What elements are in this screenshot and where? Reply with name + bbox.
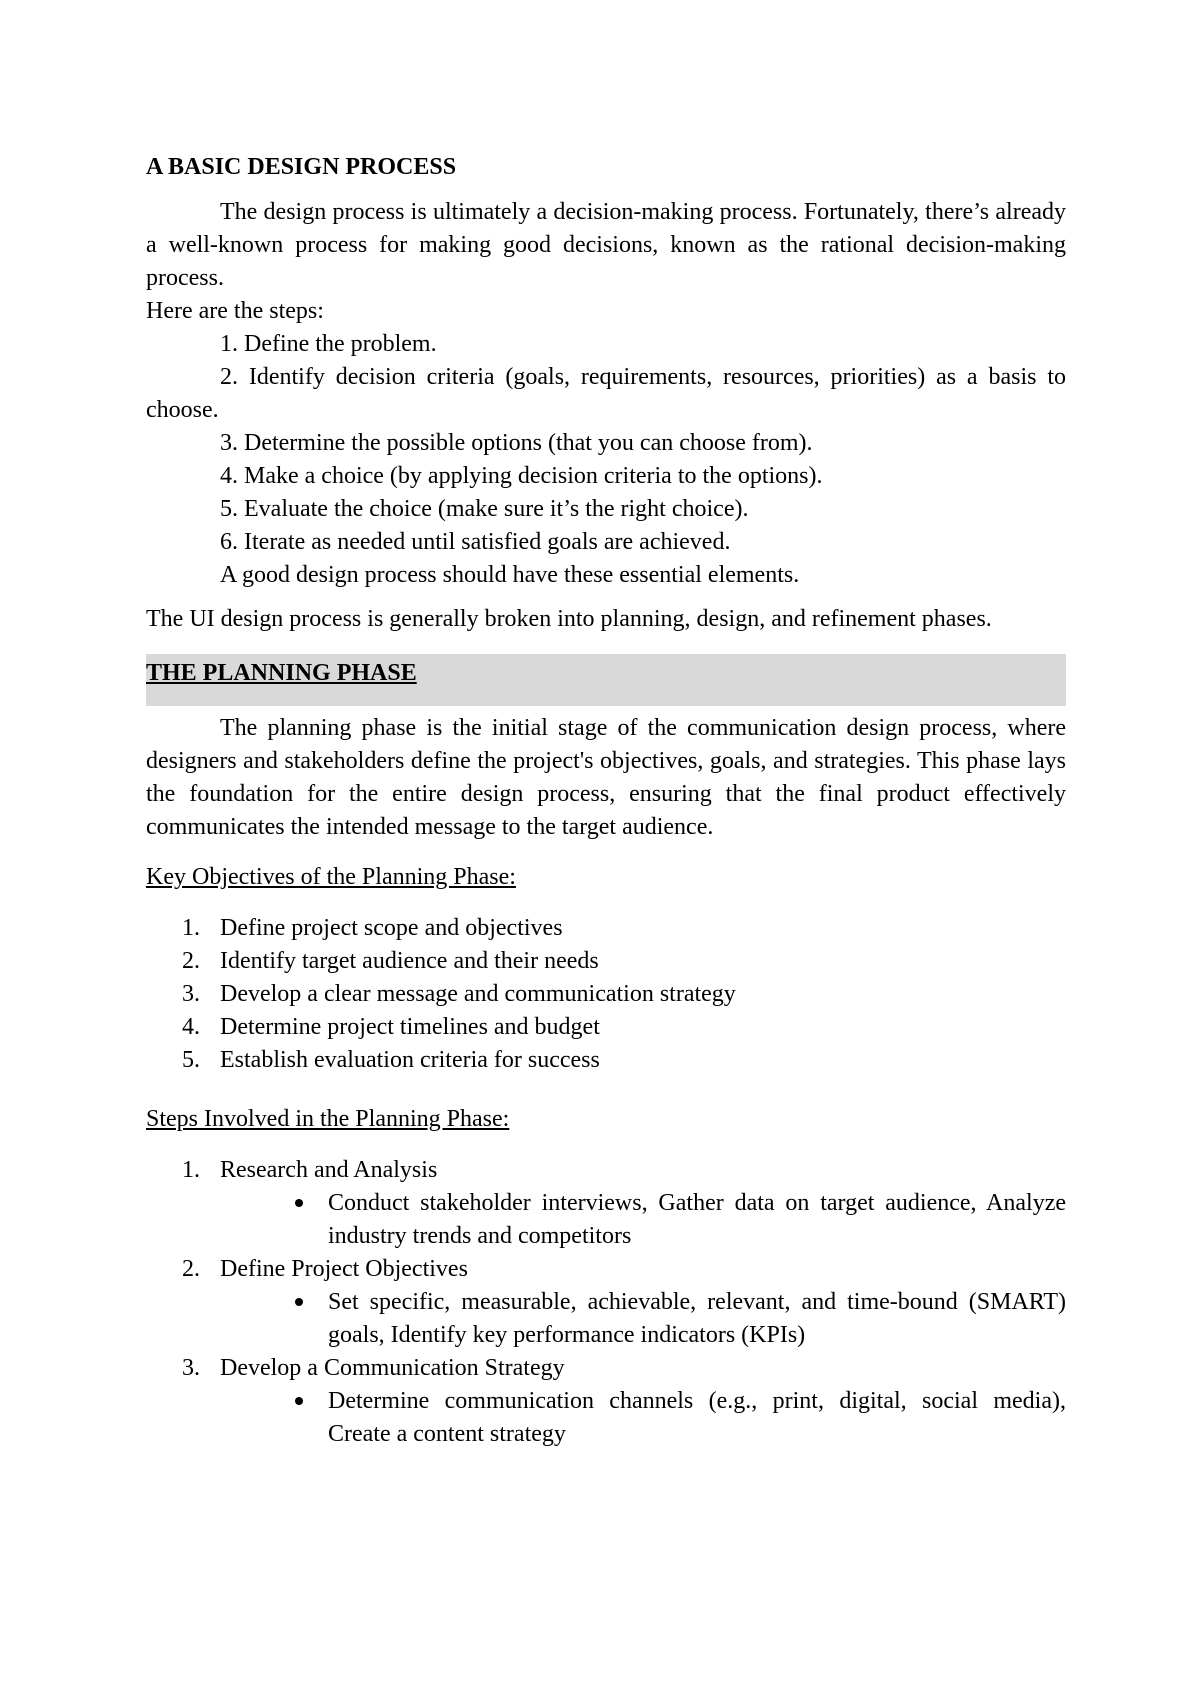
list-number: 2.	[182, 948, 200, 974]
list-item	[146, 912, 1066, 945]
planning-paragraph: The planning phase is the initial stage of the communication design process, where designers and stakeholders define the project's objectives, goals, and strategies. This phase lays the foundation for the entire design process, ensuring that the final product effectively communicates the intended message to the target audience.	[146, 715, 1066, 840]
list-number: 1.	[182, 915, 200, 941]
bullet-item	[146, 1385, 1066, 1451]
bullet-icon	[295, 1397, 303, 1405]
list-number: 3.	[182, 981, 200, 1007]
list-number: 1.	[182, 1157, 200, 1183]
list-item-text: Establish evaluation criteria for success	[220, 1047, 600, 1073]
decision-step: 5. Evaluate the choice (make sure it’s the right choice).	[220, 496, 749, 522]
bullet-item	[146, 1187, 1066, 1253]
decision-steps-list	[146, 328, 1066, 592]
planning-steps-list	[146, 1253, 1066, 1286]
list-item	[146, 1253, 1066, 1286]
list-number: 2.	[182, 1256, 200, 1282]
list-number: 3.	[182, 1355, 200, 1381]
bullet-icon	[295, 1199, 303, 1207]
elements-note: A good design process should have these essential elements.	[220, 562, 800, 588]
intro-paragraph: The design process is ultimately a decision-making process. Fortunately, there’s already a well-known process for making good decisions, known as the rational decision-making process.	[146, 199, 1066, 291]
list-item-text: Determine project timelines and budget	[220, 1014, 600, 1040]
planning-steps-list	[146, 1154, 1066, 1187]
list-item	[146, 1352, 1066, 1385]
step-detail-list	[146, 1385, 1066, 1451]
list-item	[146, 978, 1066, 1011]
bullet-text: Conduct stakeholder interviews, Gather data on target audience, Analyze industry trends and competitors	[328, 1190, 1066, 1249]
planning-phase-heading: THE PLANNING PHASE	[146, 654, 1066, 706]
list-item-text: Define Project Objectives	[220, 1256, 468, 1282]
list-item	[146, 945, 1066, 978]
bullet-text: Set specific, measurable, achievable, relevant, and time-bound (SMART) goals, Identify key performance indicators (KPIs)	[328, 1289, 1066, 1348]
step-detail-list	[146, 1187, 1066, 1253]
phases-note: The UI design process is generally broken into planning, design, and refinement phases.	[146, 606, 992, 632]
decision-step: 3. Determine the possible options (that you can choose from).	[220, 430, 813, 456]
list-item-text: Define project scope and objectives	[220, 915, 563, 941]
planning-steps-list	[146, 1352, 1066, 1385]
steps-intro: Here are the steps:	[146, 298, 324, 324]
list-number: 4.	[182, 1014, 200, 1040]
decision-step: 6. Iterate as needed until satisfied goals are achieved.	[220, 529, 731, 555]
decision-step: 1. Define the problem.	[220, 331, 437, 357]
list-item-text: Research and Analysis	[220, 1157, 438, 1183]
bullet-icon	[295, 1298, 303, 1306]
decision-step: 4. Make a choice (by applying decision criteria to the options).	[220, 463, 823, 489]
list-item-text: Develop a clear message and communication strategy	[220, 981, 736, 1007]
bullet-item	[146, 1286, 1066, 1352]
objectives-heading: Key Objectives of the Planning Phase:	[146, 864, 516, 890]
document-page	[146, 140, 1066, 1451]
objectives-list	[146, 912, 1066, 1077]
decision-step: 2. Identify decision criteria (goals, requirements, resources, priorities) as a basis to choose.	[146, 364, 1066, 423]
document-title: A BASIC DESIGN PROCESS	[146, 154, 457, 180]
list-item	[146, 1011, 1066, 1044]
list-item	[146, 1044, 1066, 1077]
steps-heading: Steps Involved in the Planning Phase:	[146, 1106, 510, 1132]
list-item	[146, 1154, 1066, 1187]
list-number: 5.	[182, 1047, 200, 1073]
bullet-text: Determine communication channels (e.g., print, digital, social media), Create a content strategy	[328, 1388, 1066, 1447]
list-item-text: Identify target audience and their needs	[220, 948, 599, 974]
step-detail-list	[146, 1286, 1066, 1352]
list-item-text: Develop a Communication Strategy	[220, 1355, 565, 1381]
